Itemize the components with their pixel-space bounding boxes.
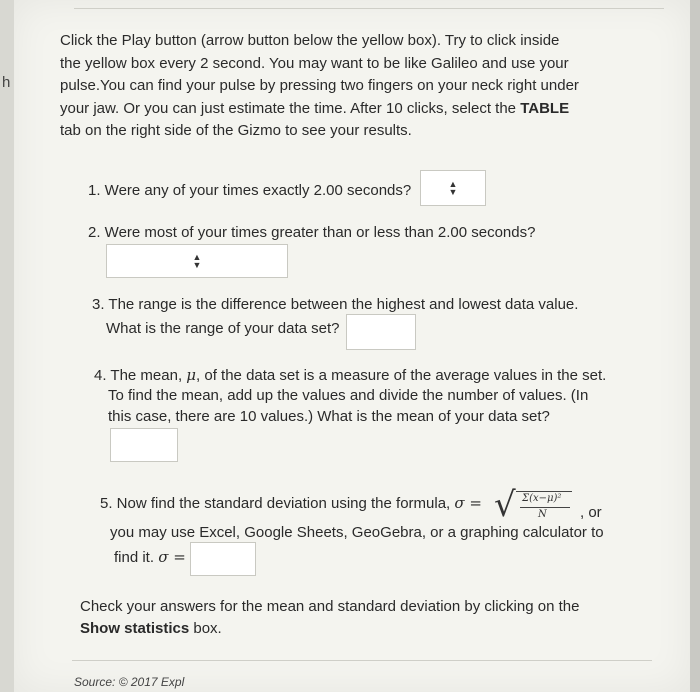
top-divider [74, 8, 664, 9]
sigma-equals: σ = [158, 548, 186, 566]
table-tab-name: TABLE [520, 99, 570, 117]
question-5-line: find it. σ = [114, 548, 186, 566]
mu-symbol: μ [186, 366, 197, 384]
worksheet-page [14, 0, 690, 692]
question-3-line: 3. The range is the difference between the highest and lowest data value. [92, 296, 579, 313]
check-instructions: Check your answers for the mean and standard deviation by clicking on the [80, 598, 580, 615]
standard-deviation-answer-field[interactable] [190, 542, 256, 576]
edge-character: h [2, 74, 11, 91]
formula-numerator: Σ(x−μ)² [522, 493, 562, 504]
mean-answer-field[interactable] [110, 428, 178, 462]
dropdown-arrows-icon: ▲ ▼ [192, 252, 202, 270]
intro-line [60, 98, 579, 121]
question-4-line: To find the mean, add up the values and divide the number of values. (In [108, 387, 589, 404]
sigma-equals: σ = [454, 494, 482, 512]
intro-line: pulse.You can find your pulse by pressing two fingers on your neck right under [60, 77, 579, 94]
formula-or: , or [580, 504, 602, 521]
question-5-line: 5. Now find the standard deviation using the formula, σ = [100, 494, 482, 512]
question-4-text [94, 364, 606, 427]
intro-line: tab on the right side of the Gizmo to see your results. [60, 122, 412, 139]
question-2-text: 2. Were most of your times greater than or less than 2.00 seconds? [88, 224, 536, 241]
question-2-select[interactable] [106, 244, 288, 278]
question-1-text: 1. Were any of your times exactly 2.00 seconds? [88, 182, 412, 199]
question-5-line: you may use Excel, Google Sheets, GeoGebra, or a graphing calculator to [110, 524, 604, 541]
intro-line: Click the Play button (arrow button below the yellow box). Try to click inside [60, 32, 560, 49]
question-4-line: this case, there are 10 values.) What is the mean of your data set? [108, 408, 550, 425]
show-statistics-label: Show statistics [80, 620, 190, 637]
check-instructions: Show statistics box. [80, 620, 222, 637]
intro-line-text: your jaw. Or you can just estimate the time. After 10 clicks, select the [60, 99, 521, 117]
intro-instructions [60, 30, 579, 143]
question-4-line: , of the data set is a measure of the average values in the set. [196, 367, 607, 384]
question-1-select[interactable] [420, 170, 486, 206]
radical-symbol: √ [494, 485, 516, 525]
bottom-divider [72, 660, 652, 661]
source-credit: Source: © 2017 Expl [74, 675, 185, 689]
formula-denominator: N [538, 509, 547, 520]
dropdown-arrows-icon: ▲ ▼ [448, 179, 458, 197]
intro-line: the yellow box every 2 second. You may want to be like Galileo and use your [60, 54, 569, 72]
question-3-prompt: What is the range of your data set? [106, 320, 340, 337]
range-answer-field[interactable] [346, 314, 416, 350]
left-edge-strip [0, 0, 15, 692]
question-4-line: 4. The mean, [94, 367, 187, 384]
